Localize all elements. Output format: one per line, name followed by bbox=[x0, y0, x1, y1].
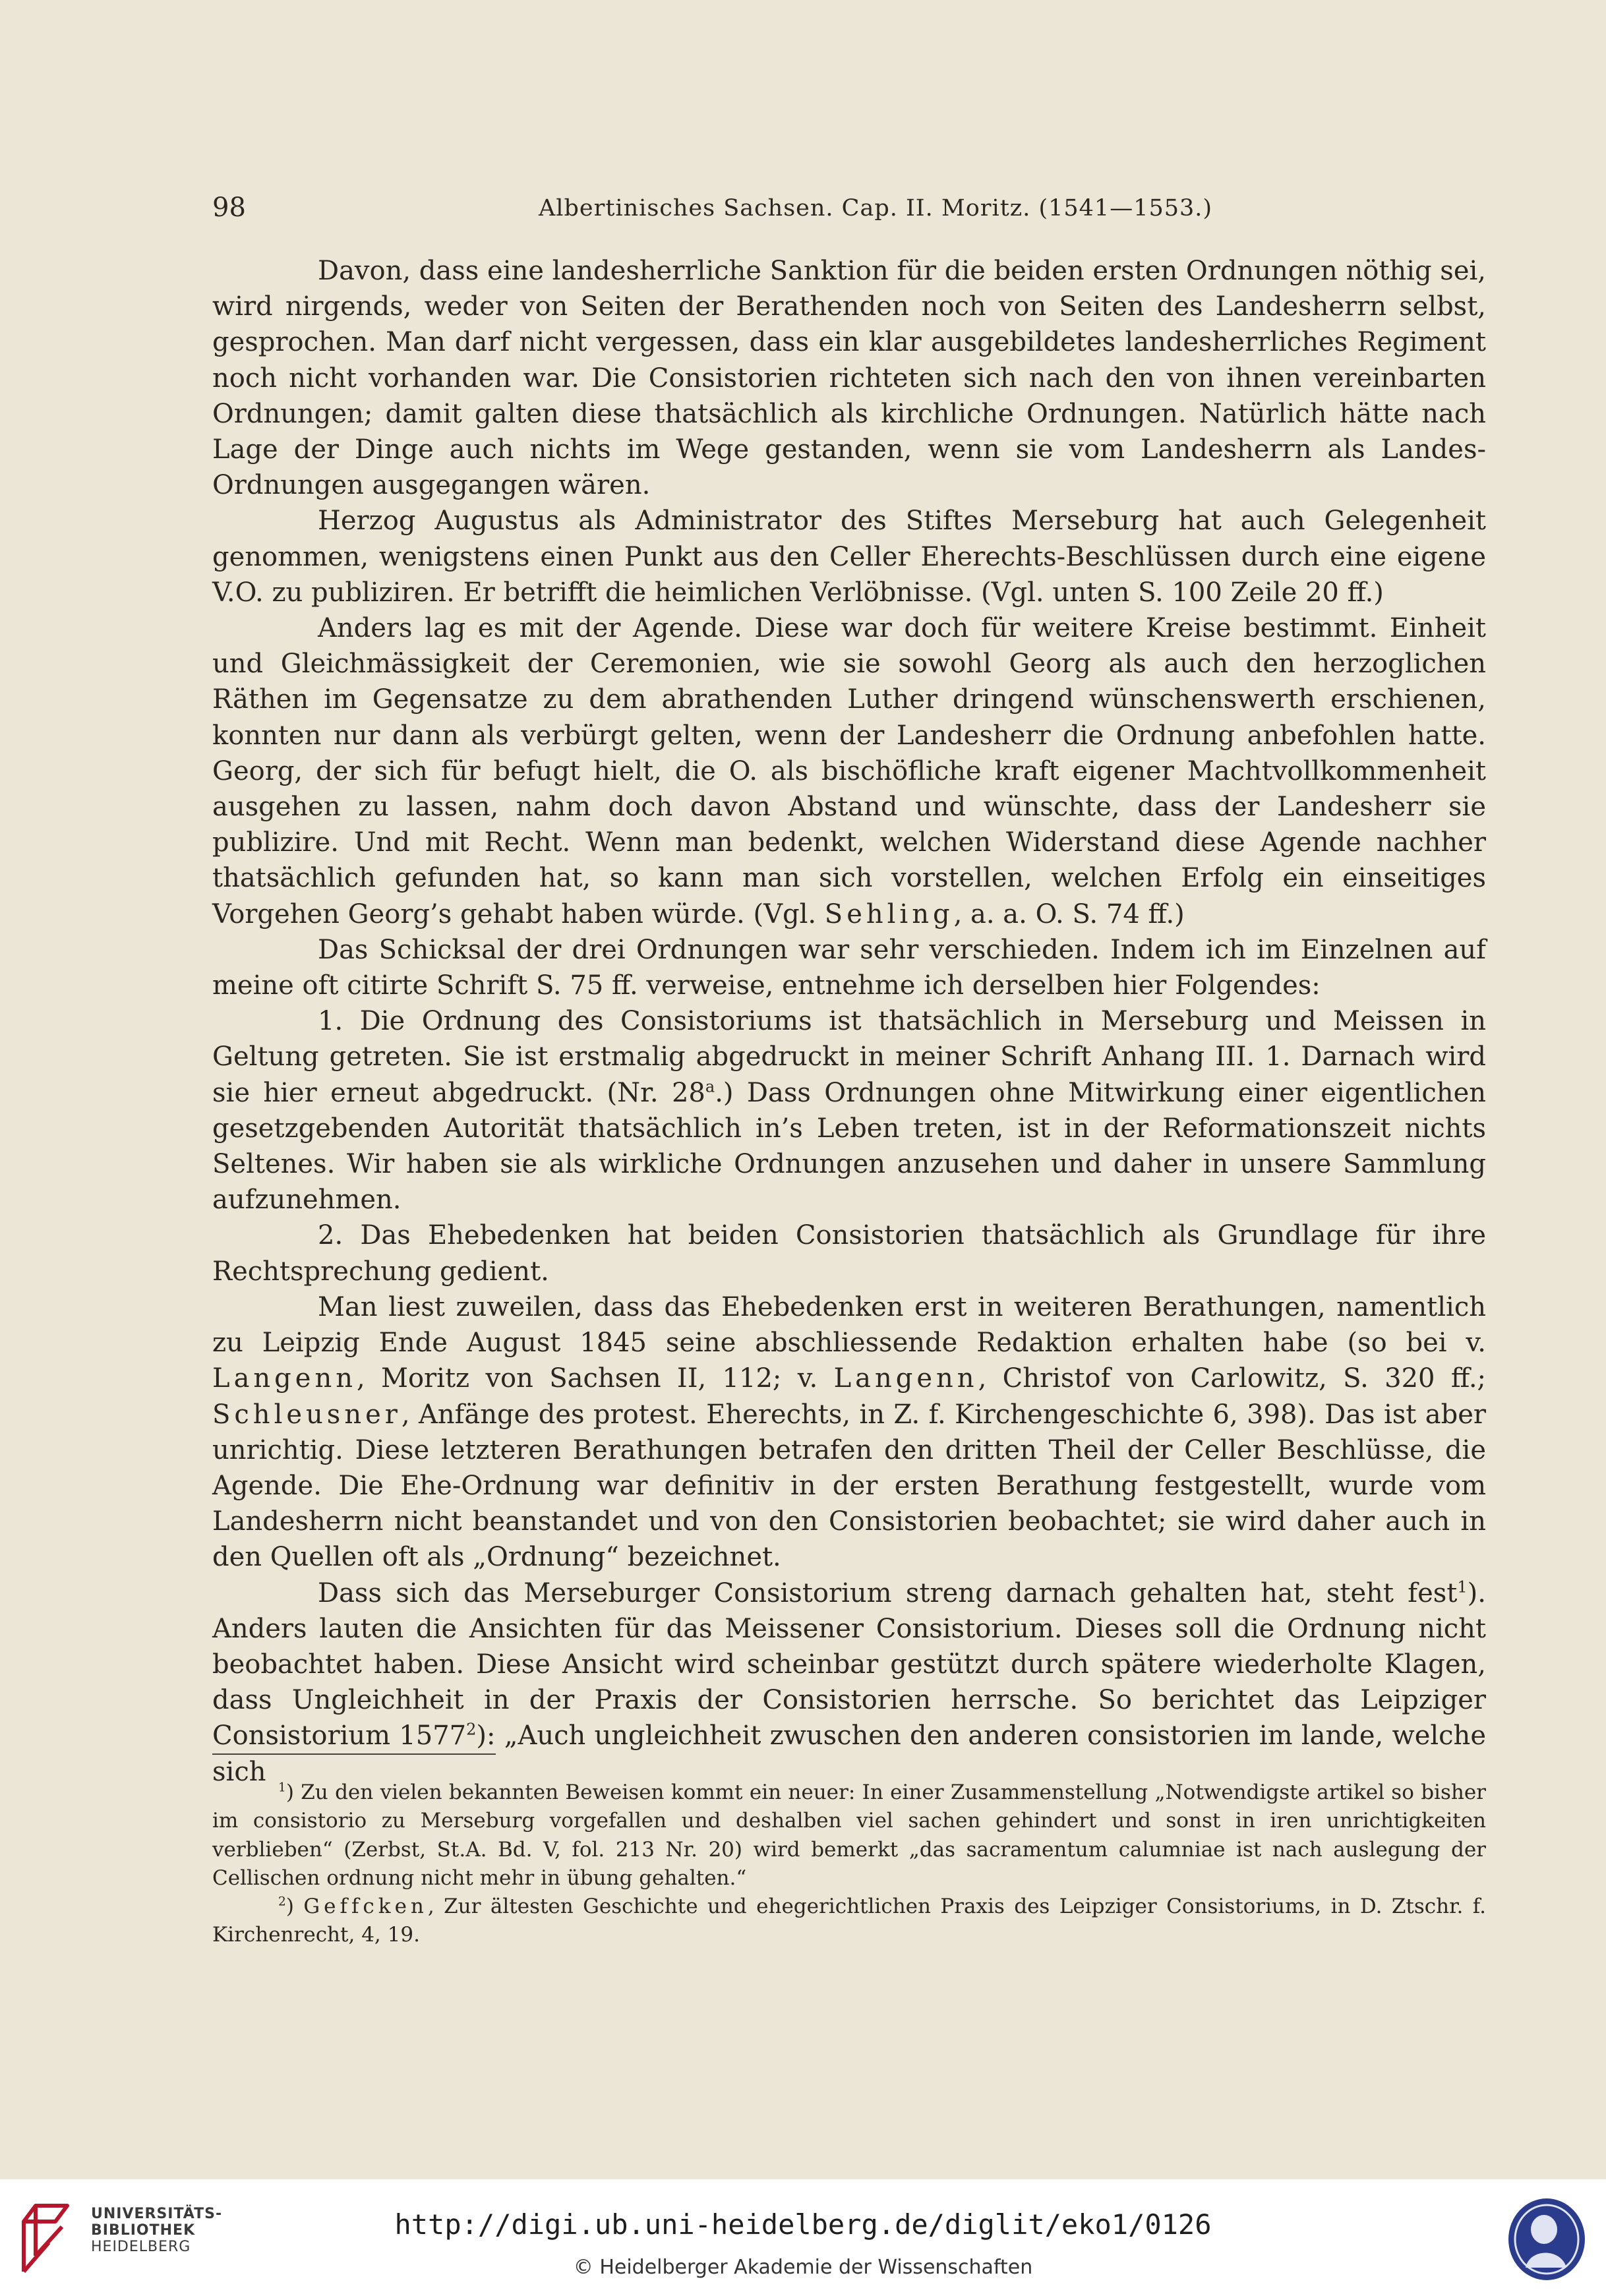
text-run: Herzog Augustus als Administrator des Stiftes Merseburg hat auch Gelegenheit genommen, wenigstens einen Punkt aus den Celler Eherechts-Beschlüssen durch eine eigene V.O. zu publiziren. Er betrifft die heimlichen Verlöbnisse. (Vgl. unten S. 100 Zeile 20 ff.) bbox=[212, 506, 1486, 608]
text-run: , a. a. O. S. 74 ff.) bbox=[953, 898, 1185, 929]
text-run: Man liest zuweilen, dass das Ehebedenken erst in weiteren Berathungen, namentlich zu Leipzig Ende August 1845 seine abschliessende Redaktion erhalten habe (so bei v. bbox=[212, 1291, 1486, 1359]
footnotes bbox=[212, 1779, 1486, 1950]
academy-seal-icon[interactable] bbox=[1506, 2196, 1588, 2282]
paragraph bbox=[212, 253, 1486, 503]
footnote bbox=[212, 1893, 1486, 1950]
text-run: , Anfänge des protest. Eherechts, in Z. f. Kirchengeschichte 6, 398). Das ist aber unrichtig. Diese letzteren Berathungen betrafen den dritten Theil der Celler Beschlüsse, die Agende. Die Ehe-Ordnung war definitiv in der ersten Berathung festgestellt, wurde vom Landesherrn nicht beanstandet und von den Consistorien beobachtet; sie wird daher auch in den Quellen oft als „Ordnung“ bezeichnet. bbox=[212, 1399, 1486, 1573]
paragraph bbox=[212, 1289, 1486, 1575]
text-run: Davon, dass eine landesherrliche Sanktion für die beiden ersten Ordnungen nöthig sei, wird nirgends, weder von Seiten der Berathenden noch von Seiten des Landesherrn selbst, gesprochen. Man darf nicht vergessen, dass ein klar ausgebildetes landesherrliches Regiment noch nicht vorhanden war. Die Consistorien richteten sich nach den von ihnen vereinbarten Ordnungen; damit galten diese thatsächlich als kirchliche Ordnungen. Natürlich hätte nach Lage der Dinge auch nichts im Wege gestanden, wenn sie vom Landesherrn als Landes-Ordnungen ausgegangen wären. bbox=[212, 256, 1486, 501]
author-name: Langenn bbox=[212, 1363, 357, 1394]
text-run: Anders lag es mit der Agende. Diese war doch für weitere Kreise bestimmt. Einheit und Gleichmässigkeit der Ceremonien, wie sie sowohl Georg als auch den herzoglichen Räthen im Gegensatze zu dem abrathenden Luther dringend wünschenswerth erschienen, konnten nur dann als verbürgt gelten, wenn der Landesherr die Ordnung anbefohlen hatte. Georg, der sich für befugt hielt, die O. als bischöfliche kraft eigener Machtvollkommenheit ausgehen zu lassen, nahm doch davon Abstand und wünschte, dass der Landesherr sie publizire. Und mit Recht. Wenn man bedenkt, welchen Widerstand diese Agende nachher thatsächlich gefunden hat, so kann man sich vorstellen, welchen Erfolg ein einseitiges Vorgehen Georg’s gehabt haben würde. (Vgl. bbox=[212, 613, 1486, 929]
text-run: , Christof von Carlowitz, S. 320 ff.; bbox=[978, 1363, 1487, 1394]
footnote-marker: a bbox=[705, 1077, 715, 1096]
footnote-marker: 1 bbox=[1457, 1577, 1468, 1597]
page-header bbox=[212, 192, 1485, 232]
library-name-line: BIBLIOTHEK bbox=[91, 2222, 196, 2239]
text-run: ) Zu den vielen bekannten Beweisen kommt ein neuer: In einer Zusammenstellung „Notwendigste artikel so bisher im consistorio zu Merseburg vorgefallen und deshalben viel sachen gehindert und sonst in iren unrichtigkeiten verblieben“ (Zerbst, St.A. Bd. V, fol. 213 Nr. 20) wird bemerkt „das sacramentum calumniae ist nach auslegung der Cellischen ordnung nicht mehr in übung gehalten.“ bbox=[212, 1781, 1486, 1890]
library-footer bbox=[0, 2179, 1606, 2296]
paragraph bbox=[212, 503, 1486, 610]
text-run: , Moritz von Sachsen II, 112; v. bbox=[356, 1363, 834, 1394]
footnote bbox=[212, 1779, 1486, 1893]
paragraph bbox=[212, 932, 1486, 1003]
permalink-url[interactable]: http://digi.ub.uni-heidelberg.de/diglit/eko1/0126 bbox=[394, 2208, 1212, 2241]
paragraph bbox=[212, 1003, 1486, 1218]
text-run: Dass sich das Merseburger Consistorium streng darnach gehalten hat, steht fest bbox=[318, 1577, 1458, 1608]
text-run: ). Anders lauten die Ansichten für das Meissener Consistorium. Dieses soll die Ordnung nicht beobachtet haben. Diese Ansicht wird scheinbar gestützt durch spätere wiederholte Klagen, dass Ungleichheit in der Praxis der Consistorien herrsche. So berichtet das Leipziger Consistorium 1577 bbox=[212, 1577, 1486, 1751]
text-run: Das Schicksal der drei Ordnungen war sehr verschieden. Indem ich im Einzelnen auf meine oft citirte Schrift S. 75 ff. verweise, entnehme ich derselben hier Folgendes: bbox=[212, 934, 1486, 1001]
library-name-line: UNIVERSITÄTS- bbox=[91, 2206, 223, 2222]
paragraph bbox=[212, 1575, 1486, 1790]
paragraph bbox=[212, 1218, 1486, 1289]
author-name: Geffcken bbox=[303, 1895, 428, 1919]
footnote-divider bbox=[212, 1753, 496, 1755]
text-run: .) Dass Ordnungen ohne Mitwirkung einer eigentlichen gesetzgebenden Autorität thatsächlich in’s Leben treten, ist in der Reformationszeit nichts Seltenes. Wir haben sie als wirkliche Ordnungen anzusehen und daher in unsere Sammlung aufzunehmen. bbox=[212, 1077, 1487, 1216]
author-name: Schleusner bbox=[212, 1399, 402, 1430]
author-name: Langenn bbox=[833, 1363, 978, 1394]
page-number: 98 bbox=[212, 192, 246, 223]
footnote-marker: 1 bbox=[278, 1781, 286, 1795]
text-run: 1. Die Ordnung des Consistoriums ist thatsächlich in Merseburg und Meissen in Geltung getreten. Sie ist erstmalig abgedruckt in meiner Schrift Anhang III. 1. Darnach wird sie hier erneut abgedruckt. (Nr. 28 bbox=[212, 1006, 1486, 1108]
copyright-notice: © Heidelberger Akademie der Wissenschaften bbox=[573, 2256, 1033, 2279]
text-run: , Zur ältesten Geschichte und ehegerichtlichen Praxis des Leipziger Consistoriums, in D. Ztschr. f. Kirchenrecht, 4, 19. bbox=[212, 1895, 1486, 1947]
footnote-marker: 2 bbox=[278, 1895, 286, 1909]
body-text bbox=[212, 253, 1486, 1790]
text-run: 2. Das Ehebedenken hat beiden Consistorien thatsächlich als Grundlage für ihre Rechtsprechung gedient. bbox=[212, 1220, 1486, 1287]
library-name-line: HEIDELBERG bbox=[91, 2239, 191, 2255]
text-run: ): „Auch ungleichheit zwuschen den anderen consistorien im lande, welche sich bbox=[212, 1721, 1486, 1787]
text-run: ) bbox=[285, 1895, 304, 1919]
running-title: Albertinisches Sachsen. Cap. II. Moritz. (1541—1553.) bbox=[539, 195, 1213, 221]
footnote-marker: 2 bbox=[466, 1721, 477, 1739]
author-name: Sehling bbox=[824, 898, 954, 929]
paragraph bbox=[212, 610, 1486, 932]
